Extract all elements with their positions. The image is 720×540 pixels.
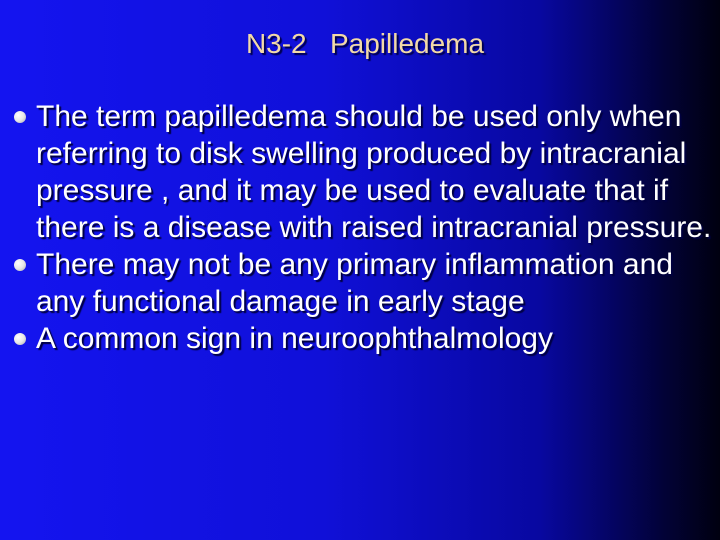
bullet-list [14,98,714,357]
bullet-item [14,246,714,320]
bullet-item [14,98,714,246]
bullet-dot-icon [14,333,26,345]
bullet-text: A common sign in neuroophthalmology [36,322,553,355]
bullet-dot-icon [14,259,26,271]
bullet-text: There may not be any primary inflammation and any functional damage in early stage [36,248,673,318]
slide-title: N3-2 Papilledema [245,28,485,59]
bullet-item [14,320,714,357]
bullet-dot-icon [14,111,26,123]
bullet-text: The term papilledema should be used only when referring to disk swelling produced by intracranial pressure , and it may be used to evaluate that if there is a disease with raised intracranial pressure. [36,100,712,244]
